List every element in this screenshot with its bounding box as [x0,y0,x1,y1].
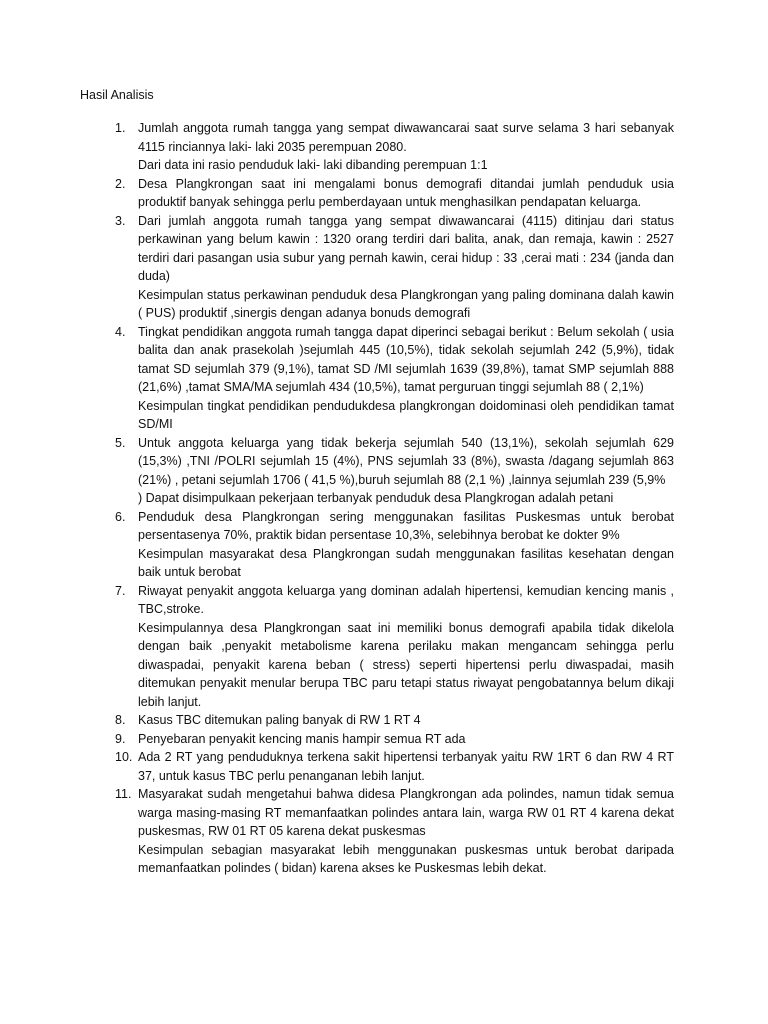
list-item-paragraph: Kesimpulannya desa Plangkrongan saat ini memiliki bonus demografi apabila tidak dikelola dengan baik ,penyakit metabolisme karena perilaku makan mengancam sehingga perlu diwaspadai, penyakit karena beban ( stress) seperti hipertensi perlu diwaspadai, masih ditemukan penyakit menular berupa TBC paru tetapi status riwayat pengobatannya belum dikaji lebih lanjut. [138,620,674,709]
list-item-paragraph: ) Dapat disimpulkaan pekerjaan terbanyak penduduk desa Plangkrogan adalah petani [138,491,614,505]
list-item-paragraph: Kasus TBC ditemukan paling banyak di RW 1 RT 4 [138,713,421,727]
list-item-paragraph: Ada 2 RT yang penduduknya terkena sakit hipertensi terbanyak yaitu RW 1RT 6 dan RW 4 RT 37, untuk kasus TBC perlu penanganan lebih lanjut. [138,750,674,783]
list-item-paragraph: Dari jumlah anggota rumah tangga yang sempat diwawancarai (4115) ditinjau dari status perkawinan yang belum kawin : 1320 orang terdiri dari balita, anak, dan remaja, kawin : 2527 terdiri dari pasangan usia subur yang pernah kawin, cerai hidup : 33 ,cerai mati : 234 (janda dan duda) [138,213,674,283]
list-item-body [138,508,674,582]
list-item-number: 3. [115,213,126,228]
list-item [80,785,674,878]
list-item [80,119,674,175]
list-item-body [138,582,674,712]
list-item [80,434,674,508]
list-item-body [138,323,674,434]
list-item [80,582,674,712]
list-item-body [138,175,674,212]
list-item-paragraph: Kesimpulan masyarakat desa Plangkrongan sudah menggunakan fasilitas kesehatan dengan baik untuk berobat [138,546,674,579]
list-item-number: 9. [115,731,126,746]
list-item-number: 11. [115,787,132,801]
list-item [80,748,674,785]
list-item [80,175,674,212]
list-item-paragraph: Tingkat pendidikan anggota rumah tangga dapat diperinci sebagai berikut : Belum sekolah ( usia balita dan anak prasekolah )sejumlah 445 (10,5%), tidak sekolah sejumlah 242 (5,9%), tidak tamat SD sejumlah 379 (9,1%), tamat SD /MI sejumlah 1639 (39,8%), tamat SMP sejumlah 888 (21,6%) ,tamat SMA/MA sejumlah 434 (10,5%), tamat perguruan tinggi sejumlah 88 ( 2,1%) [138,324,674,394]
list-item-paragraph: Kesimpulan sebagian masyarakat lebih menggunakan puskesmas untuk berobat daripada memanfaatkan polindes ( bidan) karena akses ke Puskesmas lebih dekat. [138,842,674,875]
list-item-body [138,748,674,785]
list-item [80,508,674,582]
list-item-number: 5. [115,435,126,450]
list-item-number: 1. [115,121,126,135]
list-item [80,730,674,749]
list-item [80,212,674,323]
list-item-body [138,434,674,508]
list-item-body [138,711,674,730]
list-item-paragraph: Jumlah anggota rumah tangga yang sempat diwawancarai saat surve selama 3 hari sebanyak 4115 rinciannya laki- laki 2035 perempuan 2080. [138,121,674,154]
list-item-number: 4. [115,324,126,339]
list-item-paragraph: Masyarakat sudah mengetahui bahwa didesa Plangkrongan ada polindes, namun tidak semua warga masing-masing RT memanfaatkan polindes antara lain, warga RW 01 RT 4 karena dekat puskesmas, RW 01 RT 05 karena dekat puskesmas [138,787,674,838]
list-item-paragraph: Dari data ini rasio penduduk laki- laki dibanding perempuan 1:1 [138,158,488,172]
document-heading: Hasil Analisis [80,88,154,102]
list-item-number: 2. [115,176,126,191]
list-item-body [138,119,674,175]
list-item-body [138,212,674,323]
list-item-paragraph: Untuk anggota keluarga yang tidak bekerja sejumlah 540 (13,1%), sekolah sejumlah 629 (15,3%) ,TNI /POLRI sejumlah 15 (4%), PNS sejumlah 33 (8%), swasta /dagang sejumlah 863 (21%) , petani sejumlah 1706 ( 41,5 %),buruh sejumlah 88 (2,1 %) ,lainnya sejumlah 239 (5,9% [138,435,674,487]
list-item-number: 6. [115,509,126,524]
list-item-number: 7. [115,583,126,598]
findings-list [80,119,674,878]
list-item-number: 8. [115,713,126,727]
list-item-paragraph: Desa Plangkrongan saat ini mengalami bonus demografi ditandai jumlah penduduk usia produktif banyak sehingga perlu pemberdayaan untuk menghasilkan pendapatan keluarga. [138,176,674,209]
list-item-paragraph: Kesimpulan tingkat pendidikan pendudukdesa plangkrongan doidominasi oleh pendidikan tamat SD/MI [138,398,674,431]
list-item-paragraph: Riwayat penyakit anggota keluarga yang dominan adalah hipertensi, kemudian kencing manis , TBC,stroke. [138,583,674,616]
list-item [80,323,674,434]
list-item-number: 10. [115,750,133,764]
list-item-paragraph: Penduduk desa Plangkrongan sering menggunakan fasilitas Puskesmas untuk berobat persentasenya 70%, praktik bidan persentase 10,3%, selebihnya berobat ke dokter 9% [138,509,674,542]
list-item [80,711,674,730]
list-item-body [138,785,674,878]
list-item-paragraph: Penyebaran penyakit kencing manis hampir semua RT ada [138,731,466,746]
list-item-body [138,730,674,749]
list-item-paragraph: Kesimpulan status perkawinan penduduk desa Plangkrongan yang paling dominana dalah kawin ( PUS) produktif ,sinergis dengan adanya bonuds demografi [138,287,674,320]
